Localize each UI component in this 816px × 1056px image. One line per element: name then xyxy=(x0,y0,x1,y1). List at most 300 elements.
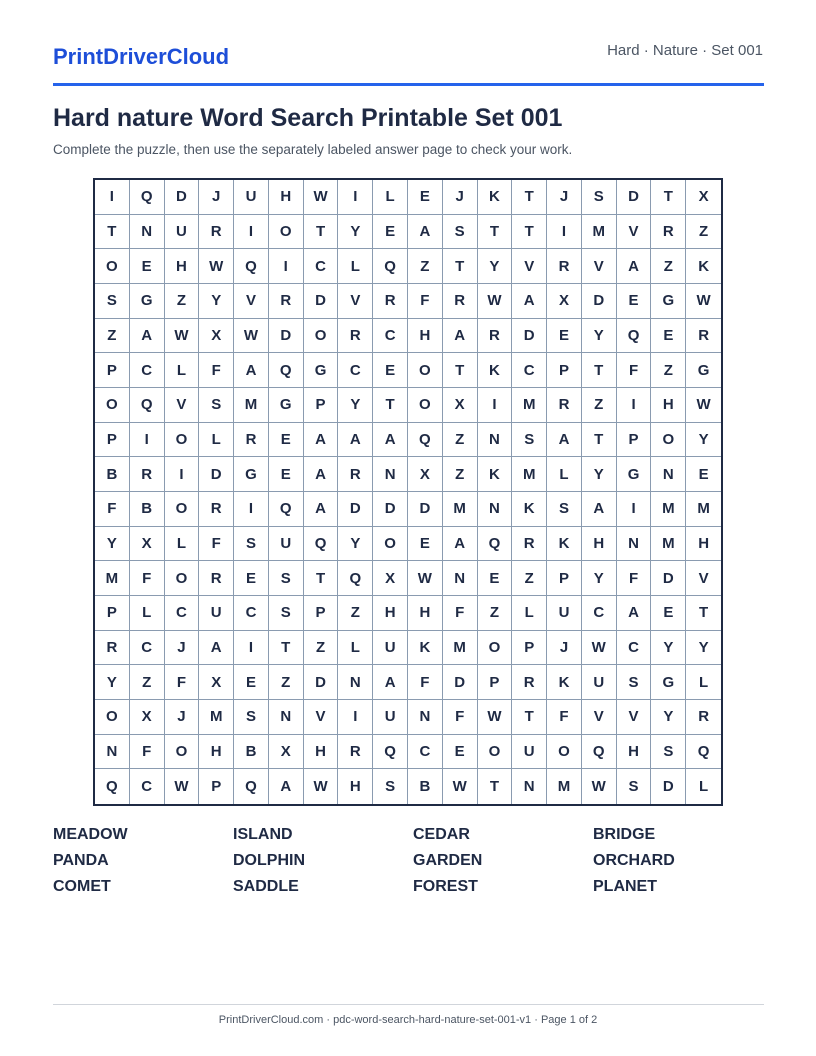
grid-cell: L xyxy=(338,249,373,284)
word-search-grid xyxy=(93,178,723,806)
grid-cell: V xyxy=(582,249,617,284)
grid-cell: I xyxy=(234,492,269,527)
grid-cell: T xyxy=(512,700,547,735)
grid-cell: E xyxy=(234,561,269,596)
grid-cell: N xyxy=(443,561,478,596)
grid-cell: Y xyxy=(582,457,617,492)
word-list-item: GARDEN xyxy=(413,852,483,869)
grid-cell: W xyxy=(165,319,200,354)
grid-cell: V xyxy=(165,388,200,423)
grid-cell: R xyxy=(199,492,234,527)
grid-cell: G xyxy=(617,457,652,492)
grid-cell: Z xyxy=(686,215,721,250)
footer-divider xyxy=(53,1004,764,1005)
grid-cell: Y xyxy=(338,527,373,562)
grid-cell: X xyxy=(269,735,304,770)
grid-cell: O xyxy=(408,353,443,388)
grid-cell: M xyxy=(443,492,478,527)
grid-cell: T xyxy=(478,215,513,250)
word-list-item: CEDAR xyxy=(413,826,470,843)
grid-cell: E xyxy=(651,319,686,354)
grid-cell: D xyxy=(512,319,547,354)
grid-cell: N xyxy=(130,215,165,250)
grid-cell: C xyxy=(234,596,269,631)
word-list-item: COMET xyxy=(53,878,111,895)
word-list-item: FOREST xyxy=(413,878,478,895)
grid-cell: M xyxy=(651,527,686,562)
grid-cell: F xyxy=(95,492,130,527)
grid-cell: K xyxy=(478,353,513,388)
word-list-item: SADDLE xyxy=(233,878,299,895)
grid-cell: A xyxy=(443,527,478,562)
grid-cell: P xyxy=(547,353,582,388)
grid-cell: X xyxy=(199,665,234,700)
grid-cell: I xyxy=(338,700,373,735)
grid-cell: L xyxy=(373,180,408,215)
grid-cell: I xyxy=(338,180,373,215)
grid-cell: O xyxy=(165,561,200,596)
grid-cell: Y xyxy=(686,423,721,458)
grid-cell: L xyxy=(130,596,165,631)
grid-cell: T xyxy=(512,180,547,215)
word-list-item: BRIDGE xyxy=(593,826,656,843)
grid-cell: F xyxy=(408,665,443,700)
grid-cell: P xyxy=(304,388,339,423)
grid-cell: K xyxy=(686,249,721,284)
grid-cell: I xyxy=(95,180,130,215)
grid-cell: U xyxy=(373,700,408,735)
grid-cell: F xyxy=(199,353,234,388)
grid-cell: R xyxy=(651,215,686,250)
grid-cell: T xyxy=(443,353,478,388)
grid-cell: I xyxy=(547,215,582,250)
grid-cell: A xyxy=(304,423,339,458)
grid-cell: T xyxy=(443,249,478,284)
grid-cell: R xyxy=(512,665,547,700)
grid-cell: E xyxy=(651,596,686,631)
grid-cell: A xyxy=(617,249,652,284)
grid-cell: Z xyxy=(651,353,686,388)
grid-cell: M xyxy=(582,215,617,250)
grid-cell: Q xyxy=(234,769,269,804)
grid-cell: M xyxy=(547,769,582,804)
grid-cell: A xyxy=(373,423,408,458)
grid-cell: S xyxy=(95,284,130,319)
grid-cell: Z xyxy=(478,596,513,631)
grid-cell: A xyxy=(234,353,269,388)
grid-cell: D xyxy=(582,284,617,319)
grid-cell: G xyxy=(304,353,339,388)
grid-cell: E xyxy=(373,215,408,250)
grid-cell: F xyxy=(443,596,478,631)
grid-cell: R xyxy=(373,284,408,319)
grid-cell: Z xyxy=(269,665,304,700)
grid-cell: Z xyxy=(304,631,339,666)
grid-cell: Q xyxy=(338,561,373,596)
grid-cell: E xyxy=(478,561,513,596)
grid-cell: Q xyxy=(130,388,165,423)
grid-cell: Q xyxy=(582,735,617,770)
grid-cell: G xyxy=(651,284,686,319)
grid-cell: S xyxy=(547,492,582,527)
grid-cell: V xyxy=(304,700,339,735)
grid-cell: X xyxy=(408,457,443,492)
grid-cell: T xyxy=(512,215,547,250)
grid-cell: C xyxy=(165,596,200,631)
grid-cell: O xyxy=(95,388,130,423)
grid-cell: J xyxy=(165,631,200,666)
grid-cell: S xyxy=(199,388,234,423)
grid-cell: I xyxy=(234,215,269,250)
grid-cell: T xyxy=(373,388,408,423)
grid-cell: A xyxy=(512,284,547,319)
grid-cell: O xyxy=(269,215,304,250)
grid-cell: Q xyxy=(478,527,513,562)
grid-cell: S xyxy=(373,769,408,804)
grid-cell: P xyxy=(547,561,582,596)
grid-cell: O xyxy=(165,492,200,527)
grid-cell: Q xyxy=(234,249,269,284)
grid-cell: U xyxy=(547,596,582,631)
grid-cell: N xyxy=(269,700,304,735)
grid-cell: Z xyxy=(651,249,686,284)
grid-cell: J xyxy=(199,180,234,215)
grid-cell: B xyxy=(95,457,130,492)
grid-cell: Y xyxy=(95,665,130,700)
grid-cell: H xyxy=(582,527,617,562)
grid-cell: V xyxy=(512,249,547,284)
grid-cell: L xyxy=(199,423,234,458)
breadcrumb: Hard · Nature · Set 001 xyxy=(607,42,763,59)
grid-cell: C xyxy=(130,353,165,388)
grid-cell: O xyxy=(95,249,130,284)
grid-cell: E xyxy=(269,423,304,458)
grid-cell: M xyxy=(512,457,547,492)
grid-cell: Q xyxy=(617,319,652,354)
grid-cell: T xyxy=(304,561,339,596)
page-title: Hard nature Word Search Printable Set 001 xyxy=(53,104,563,132)
grid-cell: U xyxy=(373,631,408,666)
grid-cell: T xyxy=(95,215,130,250)
grid-cell: R xyxy=(547,249,582,284)
grid-cell: H xyxy=(408,319,443,354)
grid-cell: B xyxy=(130,492,165,527)
grid-cell: E xyxy=(408,527,443,562)
grid-cell: H xyxy=(617,735,652,770)
grid-cell: Y xyxy=(582,561,617,596)
grid-cell: X xyxy=(130,700,165,735)
grid-cell: A xyxy=(199,631,234,666)
grid-cell: P xyxy=(617,423,652,458)
grid-cell: J xyxy=(547,631,582,666)
grid-cell: Y xyxy=(95,527,130,562)
grid-cell: D xyxy=(269,319,304,354)
grid-cell: J xyxy=(443,180,478,215)
grid-cell: V xyxy=(338,284,373,319)
grid-cell: I xyxy=(617,492,652,527)
grid-cell: T xyxy=(582,423,617,458)
grid-cell: P xyxy=(512,631,547,666)
grid-cell: C xyxy=(408,735,443,770)
grid-cell: S xyxy=(617,769,652,804)
grid-cell: A xyxy=(304,492,339,527)
grid-cell: H xyxy=(304,735,339,770)
grid-cell: Z xyxy=(95,319,130,354)
grid-cell: D xyxy=(651,769,686,804)
grid-cell: O xyxy=(165,423,200,458)
grid-cell: D xyxy=(304,665,339,700)
grid-cell: S xyxy=(443,215,478,250)
grid-cell: Y xyxy=(651,631,686,666)
grid-cell: N xyxy=(651,457,686,492)
grid-cell: W xyxy=(304,769,339,804)
grid-cell: X xyxy=(686,180,721,215)
grid-cell: P xyxy=(95,596,130,631)
grid-cell: T xyxy=(478,769,513,804)
grid-cell: D xyxy=(373,492,408,527)
grid-cell: T xyxy=(269,631,304,666)
grid-cell: F xyxy=(547,700,582,735)
grid-cell: J xyxy=(165,700,200,735)
grid-cell: T xyxy=(686,596,721,631)
grid-cell: F xyxy=(408,284,443,319)
grid-cell: W xyxy=(478,284,513,319)
grid-cell: H xyxy=(686,527,721,562)
grid-cell: B xyxy=(408,769,443,804)
grid-cell: A xyxy=(338,423,373,458)
grid-cell: R xyxy=(199,215,234,250)
grid-cell: S xyxy=(651,735,686,770)
grid-cell: C xyxy=(373,319,408,354)
grid-cell: R xyxy=(686,319,721,354)
grid-cell: S xyxy=(582,180,617,215)
grid-cell: S xyxy=(269,596,304,631)
grid-cell: Z xyxy=(130,665,165,700)
grid-cell: Q xyxy=(95,769,130,804)
grid-cell: X xyxy=(547,284,582,319)
grid-cell: W xyxy=(304,180,339,215)
grid-cell: W xyxy=(165,769,200,804)
grid-cell: S xyxy=(617,665,652,700)
grid-cell: O xyxy=(651,423,686,458)
grid-cell: V xyxy=(617,215,652,250)
grid-cell: I xyxy=(269,249,304,284)
grid-cell: L xyxy=(512,596,547,631)
grid-cell: Z xyxy=(408,249,443,284)
grid-cell: A xyxy=(617,596,652,631)
word-list-item: PANDA xyxy=(53,852,109,869)
grid-cell: A xyxy=(582,492,617,527)
grid-cell: H xyxy=(408,596,443,631)
grid-cell: E xyxy=(617,284,652,319)
grid-cell: H xyxy=(165,249,200,284)
grid-cell: A xyxy=(408,215,443,250)
grid-cell: C xyxy=(512,353,547,388)
grid-cell: G xyxy=(269,388,304,423)
grid-cell: R xyxy=(512,527,547,562)
grid-cell: F xyxy=(617,353,652,388)
grid-cell: C xyxy=(304,249,339,284)
grid-cell: D xyxy=(338,492,373,527)
grid-cell: T xyxy=(651,180,686,215)
grid-cell: E xyxy=(373,353,408,388)
grid-cell: E xyxy=(408,180,443,215)
grid-cell: M xyxy=(199,700,234,735)
grid-cell: Z xyxy=(338,596,373,631)
grid-cell: G xyxy=(234,457,269,492)
grid-cell: Y xyxy=(338,215,373,250)
grid-cell: U xyxy=(582,665,617,700)
page-subtitle: Complete the puzzle, then use the separately labeled answer page to check your work. xyxy=(53,142,573,157)
grid-cell: Q xyxy=(686,735,721,770)
grid-cell: K xyxy=(408,631,443,666)
grid-cell: P xyxy=(95,353,130,388)
grid-cell: M xyxy=(443,631,478,666)
grid-cell: L xyxy=(165,527,200,562)
grid-cell: S xyxy=(512,423,547,458)
grid-cell: O xyxy=(165,735,200,770)
grid-cell: F xyxy=(165,665,200,700)
word-list-item: MEADOW xyxy=(53,826,128,843)
grid-cell: I xyxy=(617,388,652,423)
grid-cell: C xyxy=(130,769,165,804)
page-footer: PrintDriverCloud.com · pdc-word-search-hard-nature-set-001-v1 · Page 1 of 2 xyxy=(218,1014,598,1026)
grid-cell: W xyxy=(582,769,617,804)
grid-cell: R xyxy=(478,319,513,354)
grid-cell: D xyxy=(651,561,686,596)
grid-cell: D xyxy=(199,457,234,492)
grid-cell: U xyxy=(199,596,234,631)
grid-cell: H xyxy=(199,735,234,770)
grid-cell: F xyxy=(617,561,652,596)
grid-cell: N xyxy=(338,665,373,700)
grid-cell: M xyxy=(686,492,721,527)
grid-cell: O xyxy=(478,631,513,666)
grid-cell: Z xyxy=(165,284,200,319)
grid-cell: K xyxy=(478,457,513,492)
grid-cell: D xyxy=(304,284,339,319)
grid-cell: F xyxy=(130,735,165,770)
grid-cell: U xyxy=(234,180,269,215)
grid-cell: S xyxy=(234,527,269,562)
grid-cell: N xyxy=(408,700,443,735)
grid-cell: J xyxy=(547,180,582,215)
word-list-item: PLANET xyxy=(593,878,657,895)
grid-cell: K xyxy=(512,492,547,527)
grid-cell: A xyxy=(547,423,582,458)
grid-cell: S xyxy=(269,561,304,596)
grid-cell: X xyxy=(130,527,165,562)
grid-cell: R xyxy=(269,284,304,319)
grid-cell: N xyxy=(478,492,513,527)
grid-cell: K xyxy=(547,665,582,700)
grid-cell: R xyxy=(199,561,234,596)
grid-cell: R xyxy=(95,631,130,666)
grid-cell: L xyxy=(338,631,373,666)
grid-cell: C xyxy=(582,596,617,631)
grid-cell: W xyxy=(443,769,478,804)
word-list-item: ORCHARD xyxy=(593,852,675,869)
grid-cell: F xyxy=(130,561,165,596)
grid-cell: V xyxy=(686,561,721,596)
grid-cell: S xyxy=(234,700,269,735)
grid-cell: W xyxy=(199,249,234,284)
grid-cell: N xyxy=(373,457,408,492)
grid-cell: R xyxy=(547,388,582,423)
grid-cell: A xyxy=(304,457,339,492)
grid-cell: E xyxy=(234,665,269,700)
grid-cell: I xyxy=(234,631,269,666)
grid-cell: X xyxy=(373,561,408,596)
grid-cell: A xyxy=(373,665,408,700)
word-list-item: DOLPHIN xyxy=(233,852,305,869)
grid-cell: L xyxy=(686,665,721,700)
grid-cell: I xyxy=(130,423,165,458)
grid-cell: X xyxy=(199,319,234,354)
grid-cell: V xyxy=(617,700,652,735)
grid-cell: D xyxy=(443,665,478,700)
grid-cell: Y xyxy=(199,284,234,319)
grid-cell: D xyxy=(408,492,443,527)
grid-cell: H xyxy=(651,388,686,423)
grid-cell: V xyxy=(234,284,269,319)
grid-cell: L xyxy=(547,457,582,492)
header-divider xyxy=(53,83,764,86)
grid-cell: L xyxy=(165,353,200,388)
grid-cell: O xyxy=(304,319,339,354)
grid-cell: Q xyxy=(304,527,339,562)
grid-cell: U xyxy=(269,527,304,562)
grid-cell: Z xyxy=(443,423,478,458)
grid-cell: Q xyxy=(130,180,165,215)
grid-cell: O xyxy=(95,700,130,735)
grid-cell: O xyxy=(478,735,513,770)
grid-cell: R xyxy=(338,735,373,770)
grid-cell: F xyxy=(199,527,234,562)
grid-cell: R xyxy=(338,457,373,492)
grid-cell: A xyxy=(443,319,478,354)
grid-cell: O xyxy=(547,735,582,770)
grid-cell: W xyxy=(582,631,617,666)
grid-cell: R xyxy=(443,284,478,319)
grid-cell: U xyxy=(165,215,200,250)
grid-cell: O xyxy=(373,527,408,562)
grid-cell: P xyxy=(304,596,339,631)
grid-cell: Y xyxy=(582,319,617,354)
grid-cell: D xyxy=(165,180,200,215)
grid-cell: G xyxy=(651,665,686,700)
grid-cell: C xyxy=(338,353,373,388)
grid-cell: H xyxy=(338,769,373,804)
brand-logo[interactable]: PrintDriverCloud xyxy=(53,44,230,69)
grid-cell: N xyxy=(512,769,547,804)
grid-cell: Q xyxy=(269,492,304,527)
grid-cell: W xyxy=(478,700,513,735)
grid-cell: C xyxy=(617,631,652,666)
grid-cell: C xyxy=(130,631,165,666)
grid-cell: Y xyxy=(338,388,373,423)
grid-cell: K xyxy=(478,180,513,215)
grid-cell: X xyxy=(443,388,478,423)
grid-cell: M xyxy=(234,388,269,423)
grid-cell: E xyxy=(547,319,582,354)
grid-cell: M xyxy=(651,492,686,527)
grid-cell: Z xyxy=(443,457,478,492)
grid-cell: W xyxy=(234,319,269,354)
grid-cell: A xyxy=(269,769,304,804)
grid-cell: E xyxy=(269,457,304,492)
grid-cell: R xyxy=(338,319,373,354)
